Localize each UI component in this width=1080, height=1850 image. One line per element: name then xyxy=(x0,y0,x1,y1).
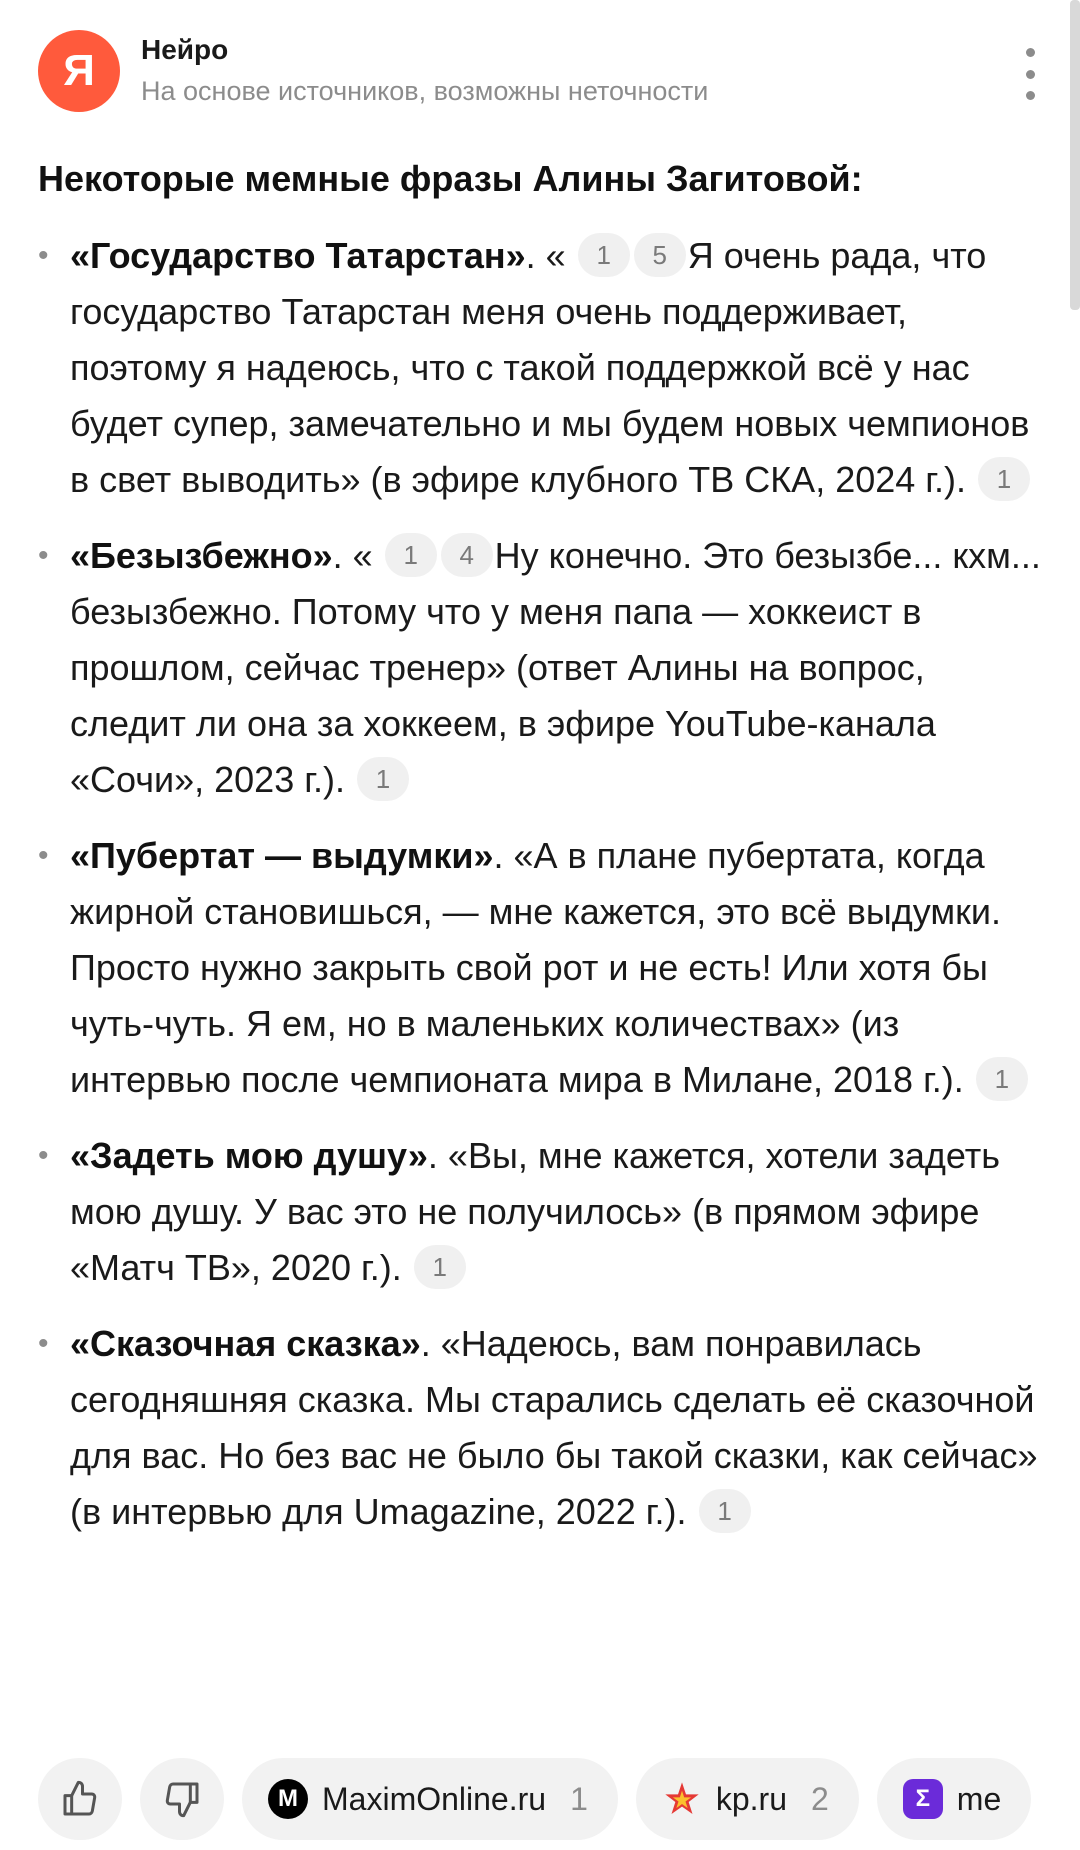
bullet-icon: • xyxy=(38,1139,49,1172)
more-vertical-icon-dot xyxy=(1026,70,1035,79)
answer-heading: Некоторые мемные фразы Алины Загитовой: xyxy=(38,158,863,199)
sigma-logo-icon: Σ xyxy=(903,1779,943,1819)
source-name: kp.ru xyxy=(715,1780,787,1817)
more-vertical-icon-dot xyxy=(1026,91,1035,100)
dislike-button[interactable] xyxy=(140,1758,224,1840)
source-ref[interactable]: 1 xyxy=(699,1489,751,1533)
source-chip-kp[interactable] xyxy=(636,1758,859,1840)
list-item xyxy=(38,1128,1048,1296)
source-ref[interactable]: 1 xyxy=(357,757,409,801)
source-name: me xyxy=(956,1780,1002,1817)
quotes-list xyxy=(38,228,1048,1560)
neuro-logo xyxy=(38,30,120,112)
bullet-icon: • xyxy=(38,1327,49,1360)
feedback-sources-bar xyxy=(38,1758,1042,1840)
source-chip-maximonline[interactable] xyxy=(242,1758,618,1840)
kp-star-icon xyxy=(662,1779,702,1819)
quote-text: Ну конечно. Это безызбе... кхм... безызбежно. Потому что у меня папа — хоккеист в прошлом, сейчас тренер» (ответ Алины на вопрос, следит ли она за хоккеем, в эфире YouTube-канала «Сочи», 2023 г.). xyxy=(70,535,1041,800)
source-ref[interactable]: 1 xyxy=(976,1057,1028,1101)
quote-text: Я очень рада, что государство Татарстан меня очень поддерживает, поэтому я надеюсь, что с такой поддержкой всё у нас будет супер, замечательно и мы будем новых чемпионов в свет выводить» (в эфире клубного ТВ СКА, 2024 г.). xyxy=(70,235,1030,500)
thumbs-up-icon xyxy=(60,1779,100,1819)
source-chip-partial[interactable] xyxy=(877,1758,1031,1840)
maximonline-logo-icon: M xyxy=(268,1779,308,1819)
source-ref[interactable]: 4 xyxy=(441,533,493,577)
quote-title: «Государство Татарстан» xyxy=(70,235,526,276)
source-ref[interactable]: 5 xyxy=(634,233,686,277)
header-subtitle: На основе источников, возможны неточности xyxy=(141,76,709,106)
quote-text: . «Надеюсь, вам понравилась сегодняшняя сказка. Мы старались сделать её сказочной для вас. Но без вас не было бы такой сказки, как сейчас» (в интервью для Umagazine, 2022 г.). xyxy=(70,1323,1038,1532)
like-button[interactable] xyxy=(38,1758,122,1840)
source-count: 2 xyxy=(811,1780,829,1817)
more-vertical-icon xyxy=(1026,48,1035,57)
source-name: MaximOnline.ru xyxy=(322,1780,547,1817)
list-item xyxy=(38,228,1048,508)
bullet-icon: • xyxy=(38,539,49,572)
quote-title: «Сказочная сказка» xyxy=(70,1323,421,1364)
source-ref[interactable]: 1 xyxy=(578,233,630,277)
quote-title: «Задеть мою душу» xyxy=(70,1135,428,1176)
source-ref[interactable]: 1 xyxy=(385,533,437,577)
list-item xyxy=(38,528,1048,808)
source-ref[interactable]: 1 xyxy=(978,457,1030,501)
quote-text: . «А в плане пубертата, когда жирной становишься, — мне кажется, это всё выдумки. Просто нужно закрыть свой рот и не есть! Или хотя бы чуть-чуть. Я ем, но в маленьких количествах» (из интервью после чемпионата мира в Милане, 2018 г.). xyxy=(70,835,1001,1100)
quote-prefix: . « xyxy=(525,235,566,276)
bullet-icon: • xyxy=(38,839,49,872)
bullet-icon: • xyxy=(38,239,49,272)
answer-header xyxy=(38,30,1048,114)
scrollbar[interactable] xyxy=(1070,0,1080,310)
more-menu-button[interactable] xyxy=(1012,48,1048,100)
header-title: Нейро xyxy=(141,34,229,65)
quote-prefix: . « xyxy=(332,535,373,576)
quote-title: «Безызбежно» xyxy=(70,535,333,576)
logo-letter: Я xyxy=(63,46,95,95)
thumbs-down-icon xyxy=(162,1779,202,1819)
list-item xyxy=(38,1316,1048,1540)
source-count: 1 xyxy=(570,1780,588,1817)
list-item xyxy=(38,828,1048,1108)
quote-text: . «Вы, мне кажется, хотели задеть мою душу. У вас это не получилось» (в прямом эфире «Матч ТВ», 2020 г.). xyxy=(70,1135,1001,1288)
quote-title: «Пубертат — выдумки» xyxy=(70,835,494,876)
source-ref[interactable]: 1 xyxy=(414,1245,466,1289)
